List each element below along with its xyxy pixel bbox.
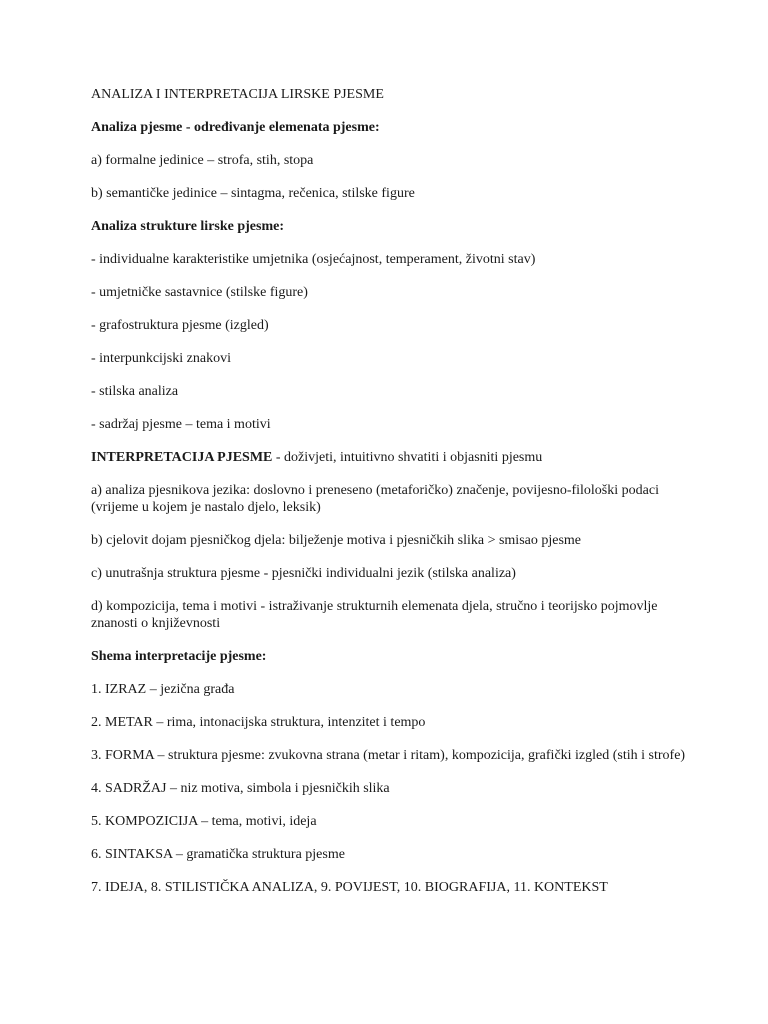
document-page <box>91 86 691 896</box>
section-heading-shema: Shema interpretacije pjesme: <box>91 649 267 664</box>
list-item: - umjetničke sastavnice (stilske figure) <box>91 285 308 300</box>
list-item: - individualne karakteristike umjetnika (osjećajnost, temperament, životni stav) <box>91 252 536 267</box>
list-item: - stilska analiza <box>91 384 179 399</box>
list-item: 6. SINTAKSA – gramatička struktura pjesme <box>91 847 345 862</box>
list-item: 5. KOMPOZICIJA – tema, motivi, ideja <box>91 814 317 829</box>
list-item: 1. IZRAZ – jezična građa <box>91 682 235 697</box>
list-item: 3. FORMA – struktura pjesme: zvukovna strana (metar i ritam), kompozicija, grafički izgled (stih i strofe) <box>91 748 686 763</box>
document-title: ANALIZA I INTERPRETACIJA LIRSKE PJESME <box>91 87 384 102</box>
list-item: b) semantičke jedinice – sintagma, rečenica, stilske figure <box>91 186 415 201</box>
list-item: d) kompozicija, tema i motivi - istraživanje strukturnih elemenata djela, stručno i teorijsko pojmovlje znanosti o književnosti <box>91 599 658 631</box>
list-item: c) unutrašnja struktura pjesme - pjesnički individualni jezik (stilska analiza) <box>91 566 516 581</box>
list-item: a) formalne jedinice – strofa, stih, stopa <box>91 153 314 168</box>
list-item: 7. IDEJA, 8. STILISTIČKA ANALIZA, 9. POVIJEST, 10. BIOGRAFIJA, 11. KONTEKST <box>91 880 608 895</box>
interpretacija-heading-rest: - doživjeti, intuitivno shvatiti i objasniti pjesmu <box>272 450 543 465</box>
section-heading-analiza-strukture: Analiza strukture lirske pjesme: <box>91 219 284 234</box>
list-item: b) cjelovit dojam pjesničkog djela: bilježenje motiva i pjesničkih slika > smisao pjesme <box>91 533 582 548</box>
interpretacija-heading-bold: INTERPRETACIJA PJESME <box>91 450 273 465</box>
list-item: - grafostruktura pjesme (izgled) <box>91 318 269 333</box>
list-item: 4. SADRŽAJ – niz motiva, simbola i pjesničkih slika <box>91 781 390 796</box>
section-heading-interpretacija <box>91 449 691 466</box>
list-item: a) analiza pjesnikova jezika: doslovno i preneseno (metaforičko) značenje, povijesno-filološki podaci (vrijeme u kojem je nastalo djelo, leksik) <box>91 483 659 515</box>
list-item: - sadržaj pjesme – tema i motivi <box>91 417 271 432</box>
list-item: 2. METAR – rima, intonacijska struktura, intenzitet i tempo <box>91 715 426 730</box>
list-item: - interpunkcijski znakovi <box>91 351 231 366</box>
section-heading-analiza-pjesme: Analiza pjesme - određivanje elemenata pjesme: <box>91 120 380 135</box>
